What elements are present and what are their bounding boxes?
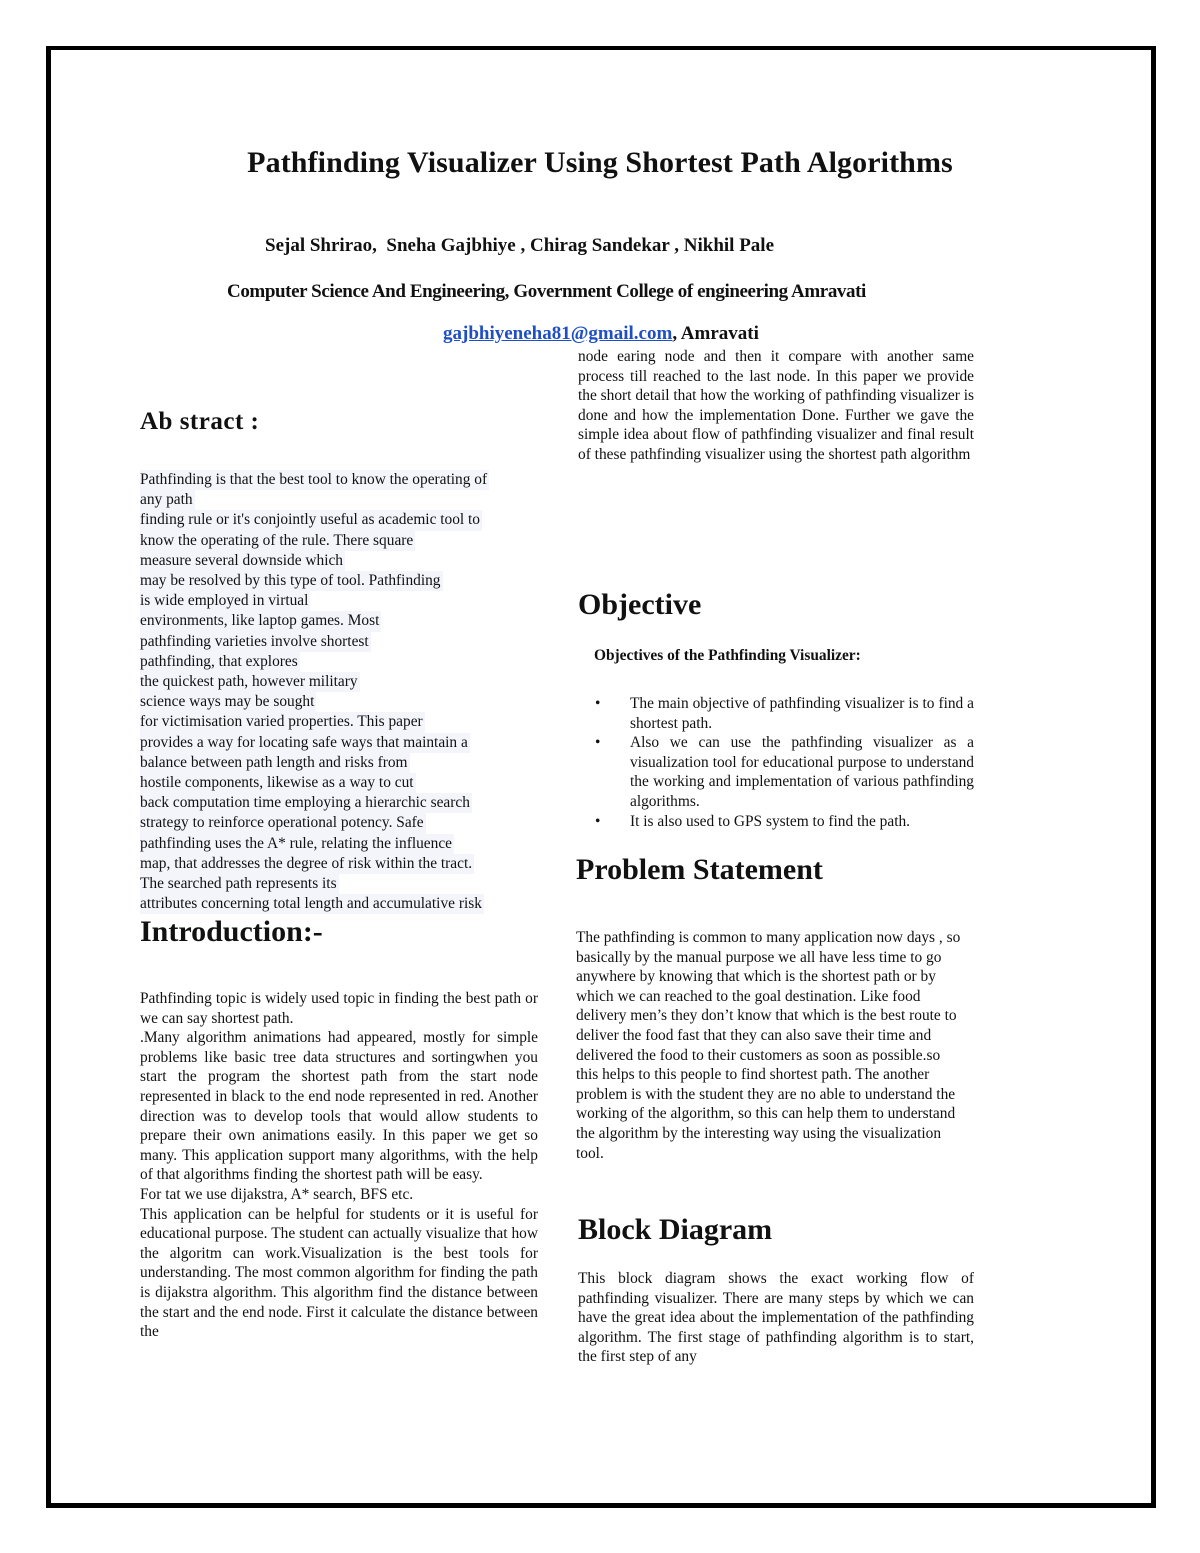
abstract-line: know the operating of the rule. There square [140,531,415,551]
objective-subheading: Objectives of the Pathfinding Visualizer: [594,647,861,664]
abstract-line: The searched path represents its [140,874,339,894]
abstract-line: is wide employed in virtual [140,591,310,611]
abstract-line: any path [140,490,195,510]
block-diagram-heading: Block Diagram [578,1213,773,1246]
introduction-continued [578,347,974,465]
objective-heading: Objective [578,588,702,621]
introduction-paragraph: This application can be helpful for students or it is useful for educational purpose. The student can actually visualize that how the algoritm can work.Visualization is the best tools for understanding. The most common algorithm for finding the path is dijakstra algorithm. This algorithm find the distance between the start and the end node. First it calculate the distance between the [140,1205,538,1341]
objective-item: • It is also used to GPS system to find the path. [578,812,974,832]
abstract-line: finding rule or it's conjointly useful as academic tool to [140,510,482,530]
objective-item: • The main objective of pathfinding visualizer is to find a shortest path. [578,694,974,733]
email-link[interactable]: gajbhiyeneha81@gmail.com [443,323,673,344]
abstract-body [140,470,540,914]
abstract-line: pathfinding varieties involve shortest [140,632,371,652]
abstract-line: attributes concerning total length and accumulative risk [140,894,484,914]
abstract-heading: Ab stract : [140,408,260,435]
location: , Amravati [672,323,759,344]
introduction-body [140,989,538,1342]
abstract-line: map, that addresses the degree of risk within the tract. [140,854,474,874]
continued-paragraph: node earing node and then it compare with another same process till reached to the last node. In this paper we provide the short detail that how the working of pathfinding visualizer is done and how the implementation Done. Further we gave the simple idea about flow of pathfinding visualizer and final result of these pathfinding visualizer using the shortest path algorithm [578,348,974,463]
abstract-line: strategy to reinforce operational potency. Safe [140,813,426,833]
contact-line [443,323,759,345]
problem-statement-body [576,928,966,1163]
abstract-line: pathfinding, that explores [140,652,300,672]
abstract-line: may be resolved by this type of tool. Pathfinding [140,571,443,591]
abstract-line: Pathfinding is that the best tool to know the operating of [140,470,489,490]
abstract-line: the quickest path, however military [140,672,360,692]
abstract-line: pathfinding uses the A* rule, relating the influence [140,834,454,854]
abstract-line: measure several downside which [140,551,345,571]
abstract-line: science ways may be sought [140,692,316,712]
introduction-paragraph: Pathfinding topic is widely used topic in finding the best path or we can say shortest path. [140,990,538,1027]
abstract-line: provides a way for locating safe ways that maintain a [140,733,470,753]
introduction-paragraph: .Many algorithm animations had appeared, mostly for simple problems like basic tree data structures and sortingwhen you start the program the shortest path from the start node represented in black to the end node represented in red. Another direction was to develop tools that would allow students to prepare their own animations easily. In this paper we get so many. This application support many algorithms, with the help of that algorithms finding the shortest path will be easy. [140,1029,538,1184]
block-diagram-paragraph: This block diagram shows the exact working flow of pathfinding visualizer. There are many steps by which we can have the great idea about the implementation of the pathfinding algorithm. The first stage of pathfinding algorithm is to start, the first step of any [578,1270,974,1366]
objective-list [578,694,974,831]
abstract-line: balance between path length and risks from [140,753,410,773]
abstract-line: hostile components, likewise as a way to cut [140,773,416,793]
problem-statement-heading: Problem Statement [576,853,823,886]
introduction-heading: Introduction:- [140,915,323,948]
problem-paragraph: The pathfinding is common to many application now days , so basically by the manual purpose we all have less time to go anywhere by knowing that which is the shortest path or by which we can reached to the goal destination. Like food delivery men’s they don’t know that which is the best route to deliver the food fast that they can also save their time and delivered the food to their customers as soon as possible.so this helps to this people to find shortest path. The another problem is with the student they are no able to understand the working of the algorithm, so this can help them to understand the algorithm by the interesting way using the visualization tool. [576,929,961,1162]
objective-item: • Also we can use the pathfinding visualizer as a visualization tool for educational purpose to understand the working and implementation of various pathfinding algorithms. [578,733,974,811]
introduction-paragraph: For tat we use dijakstra, A* search, BFS etc. [140,1185,414,1203]
authors: Sejal Shrirao, Sneha Gajbhiye , Chirag Sandekar , Nikhil Pale [265,235,775,256]
abstract-line: for victimisation varied properties. This paper [140,712,425,732]
abstract-line: back computation time employing a hierarchic search [140,793,472,813]
block-diagram-body [578,1269,974,1367]
affiliation: Computer Science And Engineering, Government College of engineering Amravati [227,281,866,302]
paper-title: Pathfinding Visualizer Using Shortest Path Algorithms [247,146,953,179]
abstract-line: environments, like laptop games. Most [140,611,381,631]
